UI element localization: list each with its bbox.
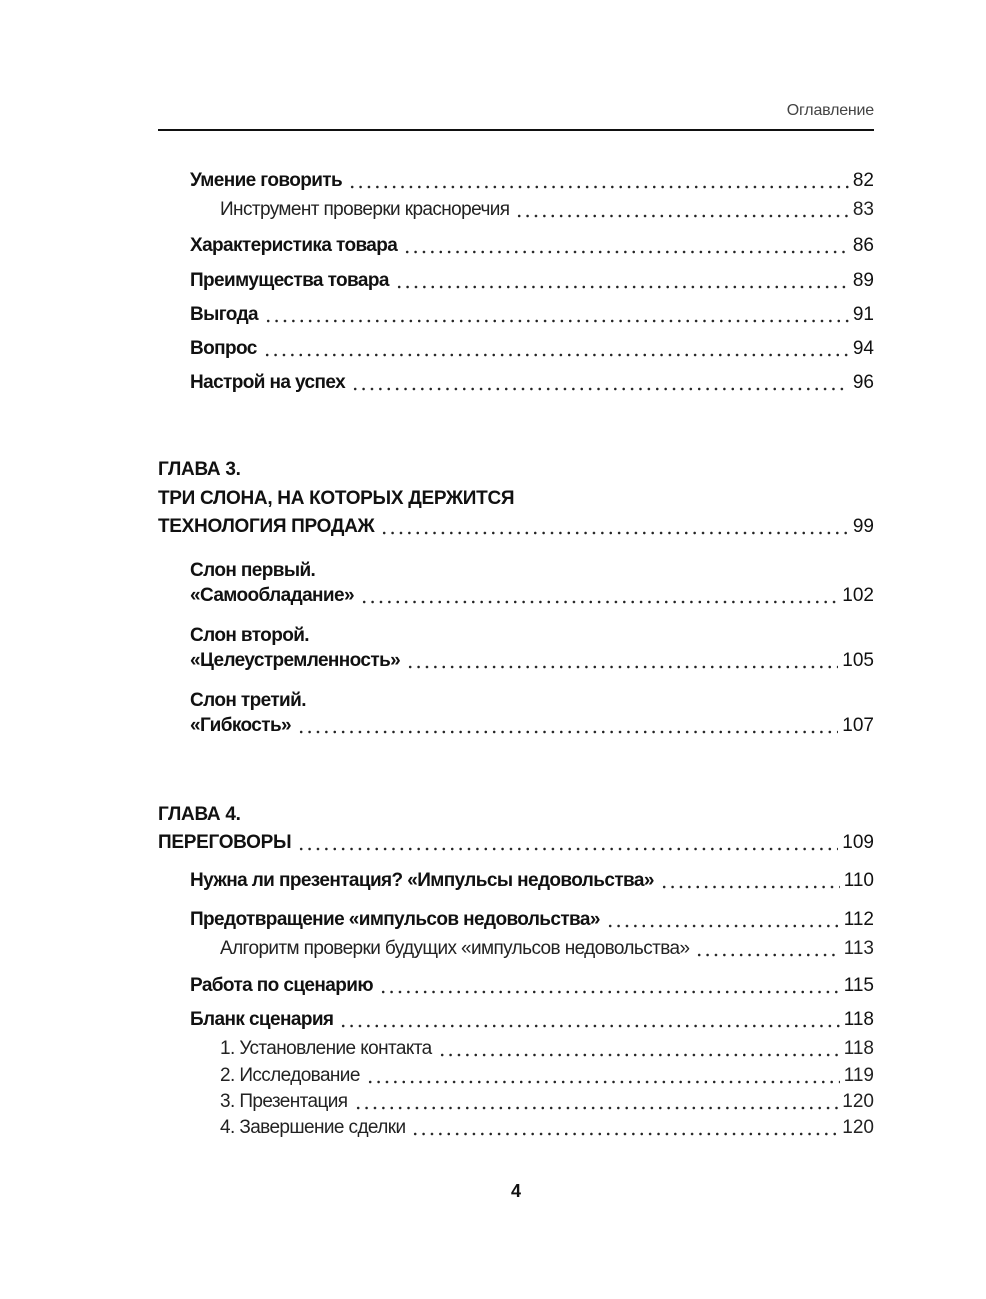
toc-entry-title: Нужна ли презентация? «Импульсы недовольства» — [190, 870, 654, 891]
toc-entry-page: 99 — [852, 516, 874, 537]
toc-entry-title-line — [158, 487, 874, 511]
dot-leader — [380, 515, 848, 539]
toc-entry-page: 112 — [843, 909, 874, 930]
toc-entry — [220, 1116, 874, 1140]
toc-entry-page: 105 — [842, 650, 874, 671]
toc-entry — [190, 337, 874, 361]
toc-entry-title: Выгода — [190, 304, 258, 325]
toc-entry — [158, 515, 874, 539]
toc-entry-title: 1. Установление контакта — [220, 1038, 432, 1059]
toc-entry — [190, 649, 874, 673]
dot-leader — [660, 869, 840, 893]
dot-leader — [438, 1037, 840, 1061]
toc-entry-page: 89 — [852, 270, 874, 291]
toc-entry-page: 107 — [842, 715, 874, 736]
dot-leader — [395, 269, 849, 293]
toc-entry-title: «Самообладание» — [190, 585, 354, 606]
toc-entry — [190, 584, 874, 608]
dot-leader — [695, 937, 839, 961]
toc-entry-title-line — [158, 458, 874, 482]
toc-entry-title: ТРИ СЛОНА, НА КОТОРЫХ ДЕРЖИТСЯ — [158, 487, 515, 509]
toc-entry-page: 83 — [852, 199, 874, 220]
toc-entry-page: 91 — [852, 304, 874, 325]
toc-entry-page: 120 — [842, 1117, 874, 1138]
toc-entry-title-line — [190, 689, 874, 713]
toc-entry — [190, 974, 874, 998]
toc-entry-title: 2. Исследование — [220, 1065, 360, 1086]
toc-entry-title: «Целеустремленность» — [190, 650, 401, 671]
toc-entry-title: Слон третий. — [190, 690, 306, 711]
toc-entry-title: Алгоритм проверки будущих «импульсов недовольства» — [220, 938, 690, 959]
dot-leader — [403, 234, 849, 258]
toc-entry-title: Настрой на успех — [190, 372, 346, 393]
toc-entry-title: Предотвращение «импульсов недовольства» — [190, 909, 600, 930]
dot-leader — [339, 1008, 839, 1032]
toc-entry-title: Слон второй. — [190, 625, 309, 646]
dot-leader — [297, 831, 838, 855]
toc-entry-page: 120 — [842, 1091, 874, 1112]
toc-entry — [220, 1090, 874, 1114]
toc-entry-page: 113 — [843, 938, 874, 959]
toc-entry-title: ПЕРЕГОВОРЫ — [158, 832, 292, 853]
toc-entry-page: 118 — [843, 1009, 874, 1030]
toc-entry-title-line — [190, 624, 874, 648]
toc-entry-title-line — [190, 559, 874, 583]
toc-entry-title: Бланк сценария — [190, 1009, 334, 1030]
toc-entry-page: 115 — [843, 975, 874, 996]
toc-entry-title: 3. Презентация — [220, 1091, 348, 1112]
dot-leader — [297, 714, 838, 738]
dot-leader — [348, 169, 849, 193]
dot-leader — [606, 908, 840, 932]
toc-entry-title: Вопрос — [190, 338, 257, 359]
toc-entry-title: Работа по сценарию — [190, 975, 373, 996]
toc-entry-title: Инструмент проверки красноречия — [220, 199, 510, 220]
toc-entry-title: Умение говорить — [190, 170, 343, 191]
toc-entry-title: Преимущества товара — [190, 270, 389, 291]
toc-entry-page: 96 — [852, 372, 874, 393]
toc-entry-page: 109 — [842, 832, 874, 853]
dot-leader — [406, 649, 838, 673]
toc-entry — [158, 831, 874, 855]
toc-entry-title: ТЕХНОЛОГИЯ ПРОДАЖ — [158, 516, 375, 537]
toc-entry — [190, 1008, 874, 1032]
dot-leader — [263, 337, 849, 361]
dot-leader — [351, 371, 849, 395]
toc-entry-page: 118 — [843, 1038, 874, 1059]
toc-entry — [190, 371, 874, 395]
toc-entry — [220, 1064, 874, 1088]
dot-leader — [366, 1064, 840, 1088]
dot-leader — [379, 974, 840, 998]
toc-entry — [190, 269, 874, 293]
dot-leader — [354, 1090, 839, 1114]
toc-entry-title: Слон первый. — [190, 560, 316, 581]
toc-entry — [190, 169, 874, 193]
toc-entry-page: 94 — [852, 338, 874, 359]
toc-entry-page: 110 — [843, 870, 874, 891]
toc-entry-page: 82 — [852, 170, 874, 191]
toc-entry — [190, 908, 874, 932]
toc-entry — [220, 937, 874, 961]
toc-entry-page: 119 — [843, 1065, 874, 1086]
dot-leader — [360, 584, 838, 608]
toc-entry — [190, 869, 874, 893]
toc-entry-title: Характеристика товара — [190, 235, 398, 256]
toc-entry — [190, 234, 874, 258]
toc-entry-page: 86 — [852, 235, 874, 256]
dot-leader — [515, 198, 848, 222]
toc-entry — [190, 303, 874, 327]
toc-entry-page: 102 — [842, 585, 874, 606]
toc-entry — [220, 1037, 874, 1061]
dot-leader — [411, 1116, 838, 1140]
toc-entry-title: 4. Завершение сделки — [220, 1117, 406, 1138]
dot-leader — [264, 303, 849, 327]
toc-entry-title: ГЛАВА 4. — [158, 804, 241, 825]
running-header: Оглавление — [786, 102, 874, 119]
toc-entry — [220, 198, 874, 222]
toc-entry-title: ГЛАВА 3. — [158, 459, 241, 480]
page-number: 4 — [510, 1181, 521, 1201]
toc-entry — [190, 714, 874, 738]
header-rule — [158, 129, 874, 131]
toc-entry-title-line — [158, 803, 874, 827]
toc-entry-title: «Гибкость» — [190, 715, 292, 736]
